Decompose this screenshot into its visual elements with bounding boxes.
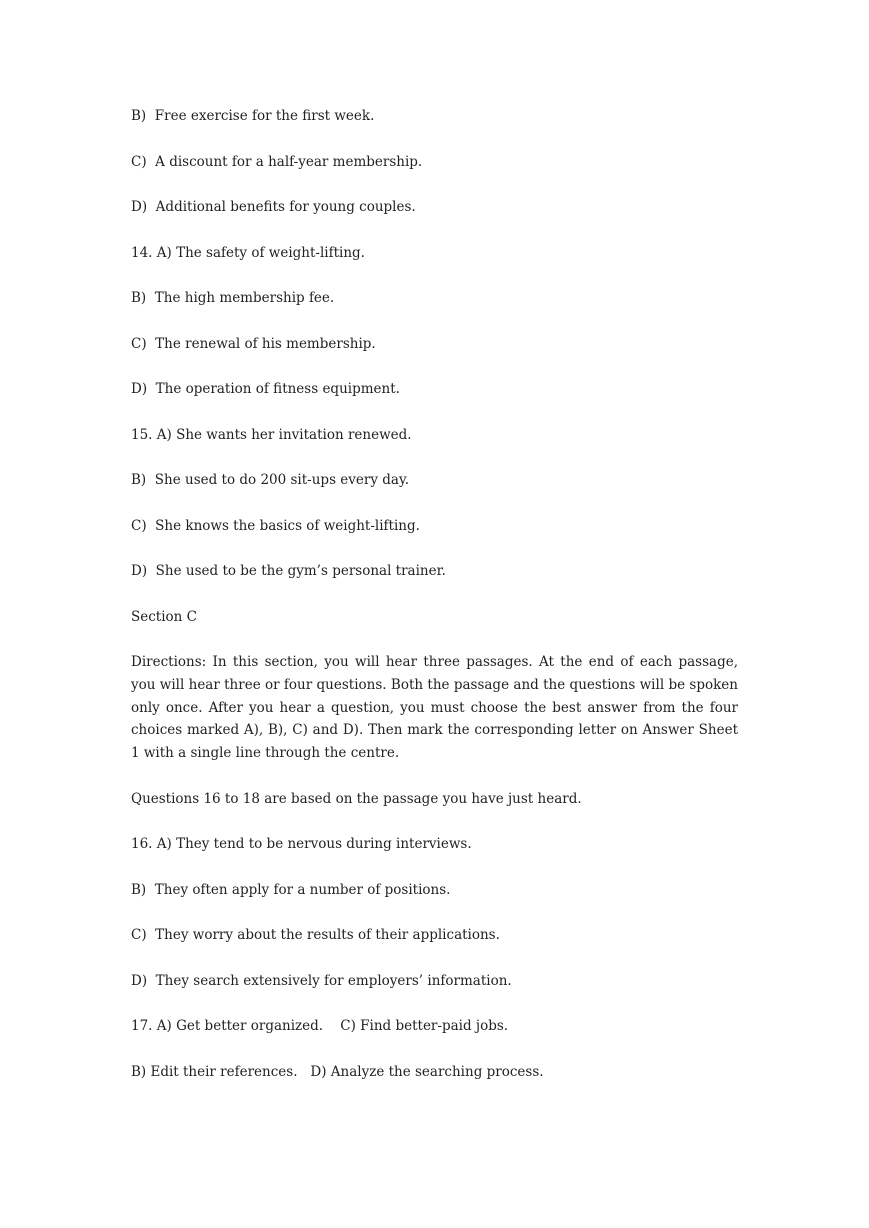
option-14d: D) The operation of fitness equipment. xyxy=(131,381,400,397)
directions-paragraph: Directions: In this section, you will hear three passages. At the end of each passage, you will hear three or four questions. Both the passage and the questions will be spoken only once. After you hear a question, you must choose the best answer from the four choices marked A), B), C) and D). Then mark the corresponding letter on Answer Sheet 1 with a single line through the centre. xyxy=(131,654,738,762)
option-16b: B) They often apply for a number of positions. xyxy=(131,882,451,898)
option-16d: D) They search extensively for employers’ information. xyxy=(131,973,512,989)
option-15b: B) She used to do 200 sit-ups every day. xyxy=(131,472,410,488)
section-heading: Section C xyxy=(131,609,197,625)
option-14c: C) The renewal of his membership. xyxy=(131,336,376,352)
option-14b: B) The high membership fee. xyxy=(131,290,335,306)
question-17-options-b-d: B) Edit their references. D) Analyze the searching process. xyxy=(131,1064,544,1080)
question-16-option-a: 16. A) They tend to be nervous during interviews. xyxy=(131,836,472,852)
question-14-option-a: 14. A) The safety of weight-lifting. xyxy=(131,245,365,261)
option-16c: C) They worry about the results of their applications. xyxy=(131,927,500,943)
question-17-options-a-c: 17. A) Get better organized. C) Find better-paid jobs. xyxy=(131,1018,509,1034)
question-15-option-a: 15. A) She wants her invitation renewed. xyxy=(131,427,412,443)
option-13c: C) A discount for a half-year membership. xyxy=(131,154,423,170)
option-13b: B) Free exercise for the first week. xyxy=(131,108,375,124)
questions-intro: Questions 16 to 18 are based on the passage you have just heard. xyxy=(131,791,582,807)
option-13d: D) Additional benefits for young couples. xyxy=(131,199,416,215)
option-15c: C) She knows the basics of weight-lifting. xyxy=(131,518,420,534)
option-15d: D) She used to be the gym’s personal trainer. xyxy=(131,563,446,579)
